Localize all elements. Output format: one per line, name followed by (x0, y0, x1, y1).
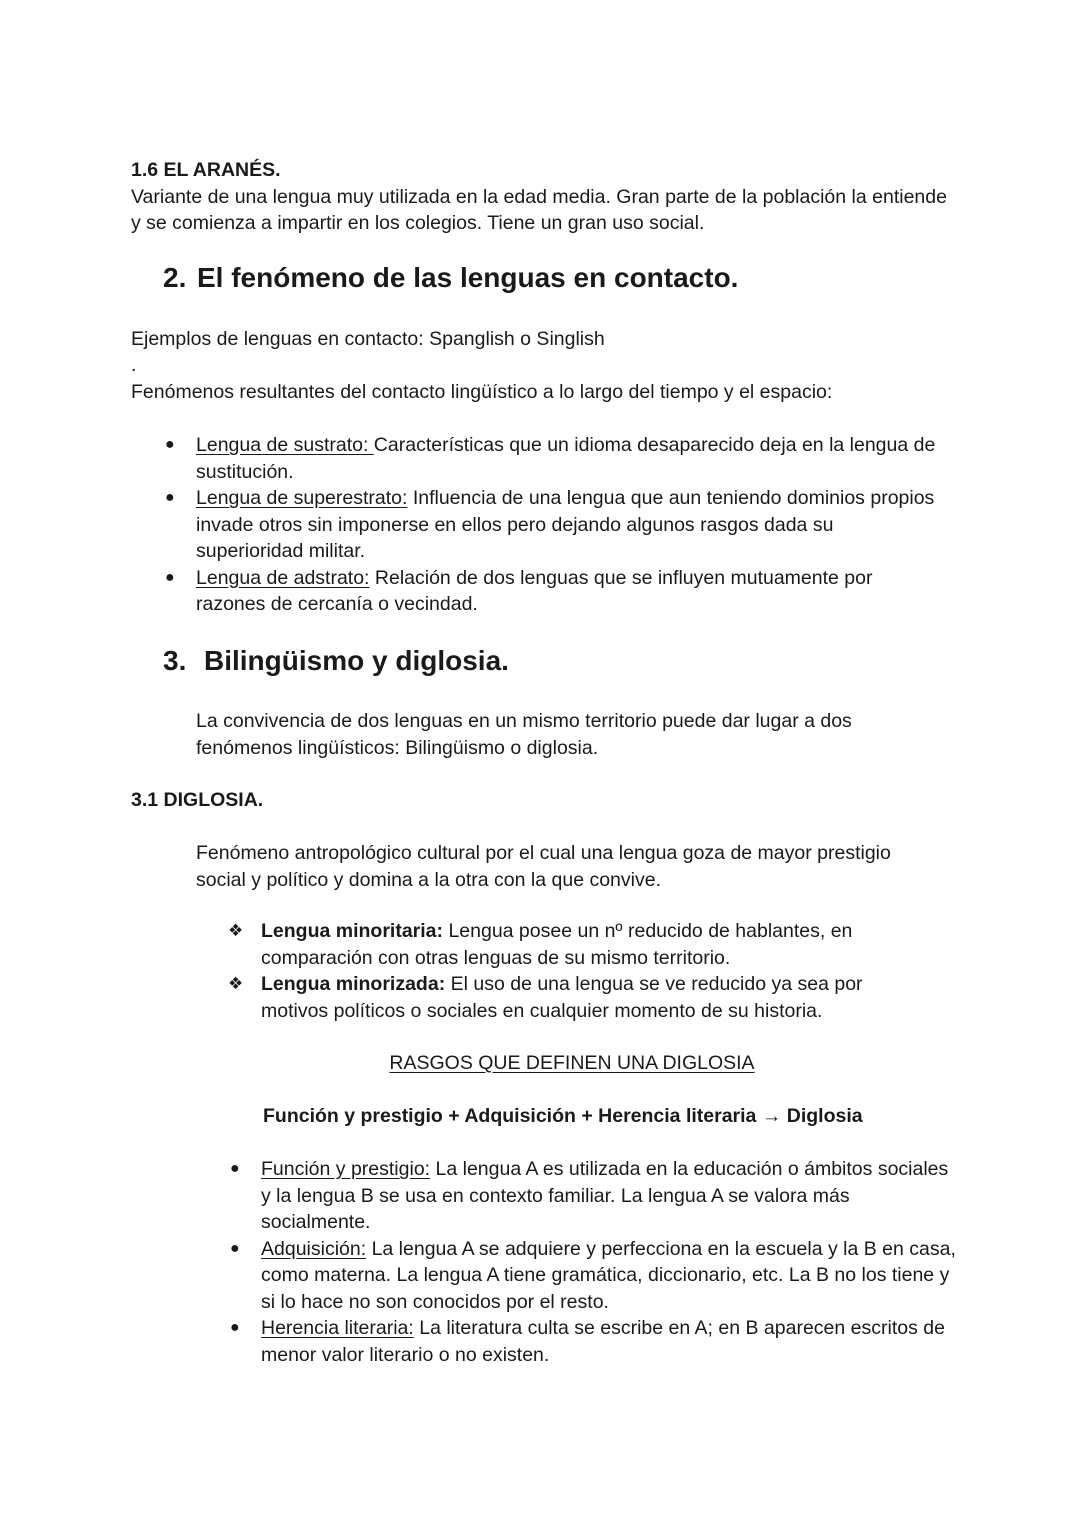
bullet-icon: ● (230, 1160, 240, 1177)
list-item (228, 918, 911, 971)
stray-dot: . (131, 354, 137, 376)
term: Función y prestigio: (261, 1158, 431, 1180)
definition: La lengua A es utilizada en la educación o ámbitos sociales y la lengua B se usa en contexto familiar. La lengua A se valora más socialmente. (261, 1158, 949, 1233)
heading-bilinguismo (163, 643, 963, 679)
paragraph-fenomenos-intro: Fenómenos resultantes del contacto lingüístico a lo largo del tiempo y el espacio: (131, 381, 833, 403)
rasgos-title-text: RASGOS QUE DEFINEN UNA DIGLOSIA (389, 1052, 755, 1074)
section-aranes (131, 157, 951, 237)
definition: Lengua posee un nº reducido de hablantes, en comparación con otras lenguas de su mismo territorio. (261, 920, 853, 969)
list-fenomenos (165, 432, 936, 618)
definition: La lengua A se adquiere y perfecciona en la escuela y la B en casa, como materna. La lengua A tiene gramática, diccionario, etc. La B no los tiene y si lo hace no son conocidos por el resto. (261, 1237, 956, 1313)
bullet-icon: ● (165, 436, 175, 453)
list-item (230, 1236, 961, 1316)
bullet-icon: ● (230, 1319, 240, 1336)
heading-number: 3. (163, 645, 187, 676)
list-item (230, 1315, 961, 1368)
definition: La literatura culta se escribe en A; en B aparecen escritos de menor valor literario o no existen. (261, 1317, 945, 1366)
definition: Características que un idioma desaparecido deja en la lengua de sustitución. (196, 434, 936, 483)
list-item (165, 565, 936, 618)
term: Herencia literaria: (261, 1317, 414, 1339)
definition: El uso de una lengua se ve reducido ya sea por motivos políticos o sociales en cualquier momento de su historia. (261, 973, 863, 1022)
heading-lenguas-en-contacto (163, 260, 963, 296)
bullet-icon: ● (165, 489, 175, 506)
list-item (230, 1156, 961, 1236)
diamond-bullet-icon: ❖ (228, 974, 244, 993)
rasgos-title (0, 1050, 1080, 1077)
paragraph-convivencia: La convivencia de dos lenguas en un mismo territorio puede dar lugar a dos fenómenos lingüísticos: Bilingüismo o diglosia. (196, 710, 852, 759)
term: Lengua minoritaria: (261, 920, 444, 942)
paragraph-diglosia-definition: Fenómeno antropológico cultural por el cual una lengua goza de mayor prestigio social y político y domina a la otra con la que convive. (196, 842, 891, 891)
term: Lengua de superestrato: (196, 487, 408, 509)
heading-title: El fenómeno de las lenguas en contacto. (197, 262, 739, 293)
heading-number: 2. (163, 262, 187, 293)
bullet-icon: ● (230, 1239, 240, 1257)
paragraph-aranes: Variante de una lengua muy utilizada en la edad media. Gran parte de la población la entiende y se comienza a impartir en los colegios. Tiene un gran uso social. (131, 185, 947, 234)
term: Lengua minorizada: (261, 973, 446, 995)
diglosia-formula: Función y prestigio + Adquisición + Herencia literaria → Diglosia (263, 1105, 863, 1127)
list-lenguas-minor (228, 918, 911, 1024)
heading-title: Bilingüismo y diglosia. (204, 645, 509, 676)
term: Lengua de sustrato: (196, 434, 374, 456)
paragraph-ejemplos: Ejemplos de lenguas en contacto: Spanglish o Singlish (131, 328, 605, 350)
list-item (165, 432, 936, 485)
list-rasgos (230, 1156, 961, 1368)
list-item (165, 485, 936, 565)
term: Adquisición: (261, 1237, 367, 1260)
definition: Relación de dos lenguas que se influyen mutuamente por razones de cercanía o vecindad. (196, 566, 873, 615)
section-heading-aranes: 1.6 EL ARANÉS. (131, 159, 281, 181)
diamond-bullet-icon: ❖ (228, 921, 244, 940)
bullet-icon: ● (165, 568, 175, 586)
definition: Influencia de una lengua que aun teniendo dominios propios invade otros sin imponerse en ellos pero dejando algunos rasgos dada su superioridad militar. (196, 487, 935, 562)
list-item (228, 971, 911, 1024)
term: Lengua de adstrato: (196, 566, 370, 589)
section-heading-diglosia: 3.1 DIGLOSIA. (131, 789, 264, 811)
